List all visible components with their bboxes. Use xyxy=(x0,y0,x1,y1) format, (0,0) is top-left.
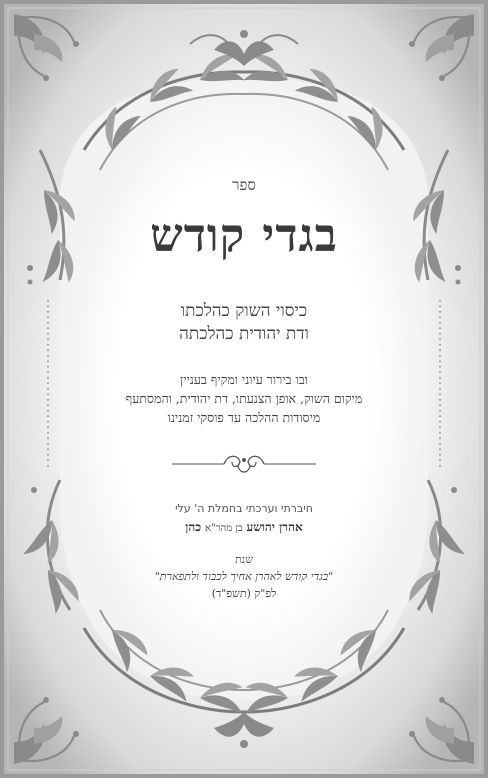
subtitle-line-2: ודת יהודית כהלכתה xyxy=(179,324,309,344)
book-title: בגדי קודש xyxy=(150,208,338,262)
flourish-divider xyxy=(172,450,316,478)
author-intro: חיברתי וערכתי בחמלת ה' עלי xyxy=(175,502,313,515)
author-name-line xyxy=(0,520,488,535)
book-label: ספר xyxy=(232,176,256,194)
year-label: שנת xyxy=(234,553,254,566)
author-father: בן מהר"א xyxy=(204,523,243,534)
year-phrase: "בגדי קודש לאהרן אחיך לכבוד ולתפארת" xyxy=(154,570,334,583)
author-first-name: אהרן יהושע xyxy=(246,520,303,534)
year-count: לפ"ק (תשפ"ד) xyxy=(211,587,277,600)
description-line-2: מיקום השוק, אופן הצנעתו, דת יהודית, והמסתעף xyxy=(125,391,363,406)
subtitle-line-1: כיסוי השוק כהלכתו xyxy=(180,301,308,321)
author-last-name: כהן xyxy=(185,520,202,534)
description-line-1: ובו בירור עיוני ומקיף בעניין xyxy=(180,372,308,387)
description-line-3: מיסודות ההלכה עד פוסקי זמנינו xyxy=(167,410,321,425)
